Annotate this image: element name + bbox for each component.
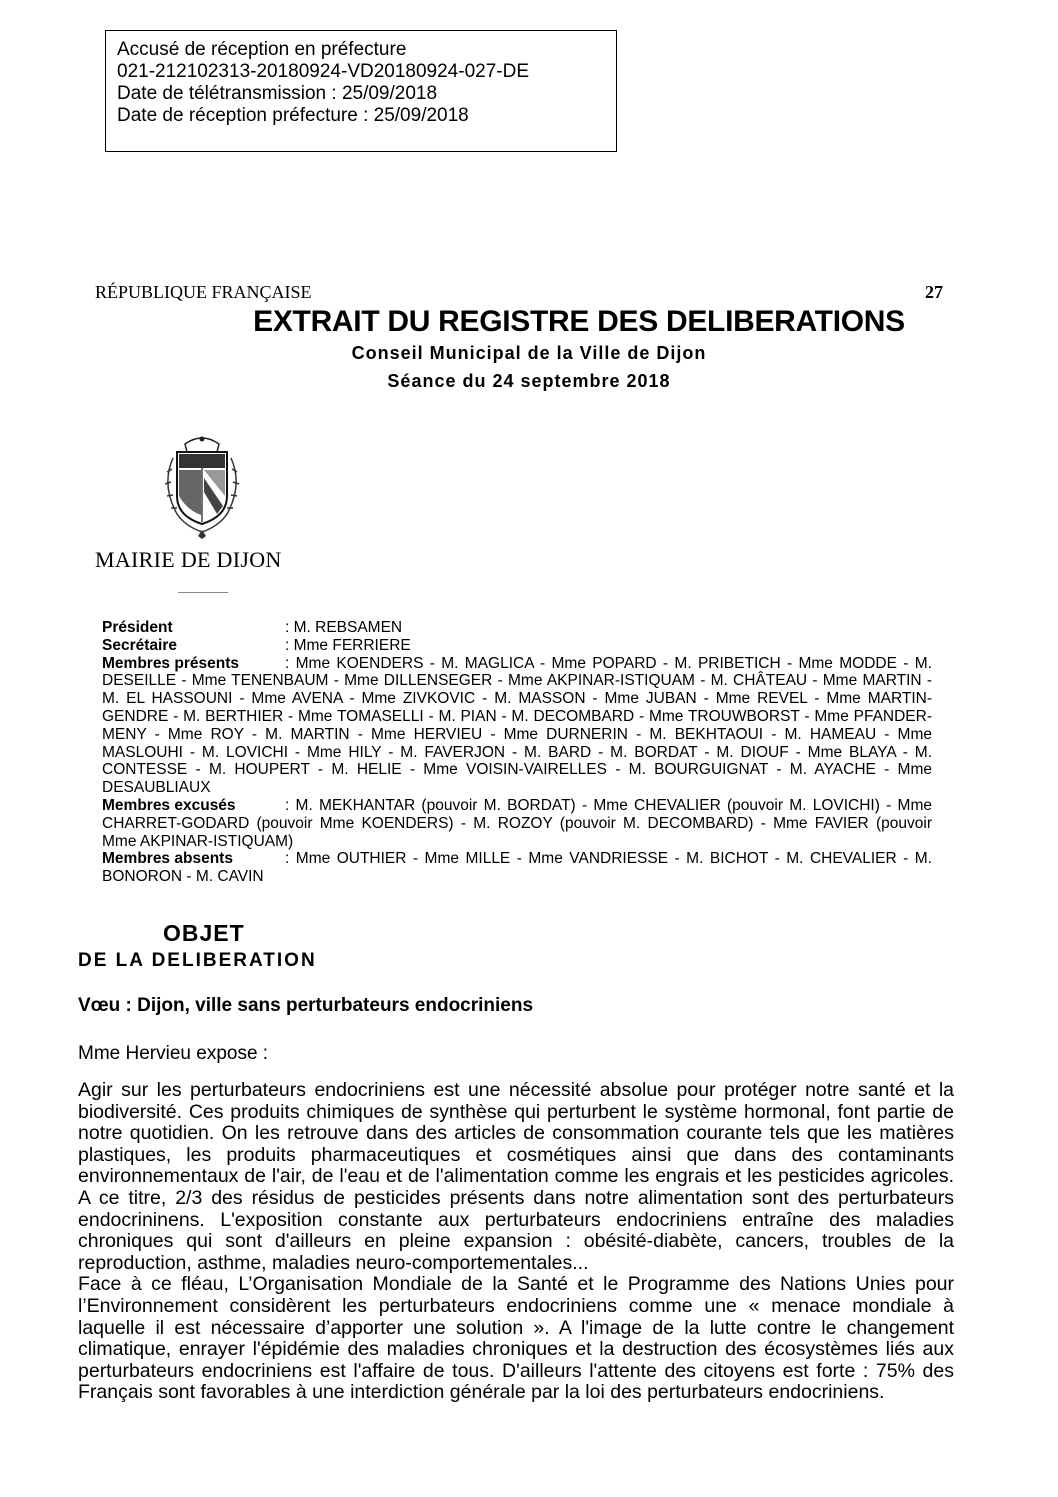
secretaire-row xyxy=(102,637,932,655)
voeu-title: Vœu : Dijon, ville sans perturbateurs endocriniens xyxy=(78,995,534,1016)
session-date: Séance du 24 septembre 2018 xyxy=(387,371,671,391)
president-label: Président xyxy=(102,619,173,636)
body-paragraph-1: Agir sur les perturbateurs endocriniens est une nécessité absolue pour protéger notre santé et la biodiversité. Ces produits chimiques de synthèse qui perturbent le système hormonal, font partie de notre quotidien. On les retrouve dans des articles de consommation courante tels que les matières plastiques, les produits pharmaceutiques et cosmétiques ainsi que dans des contaminants environnementaux de l'air, de l'eau et de l'alimentation comme les engrais et les pesticides agricoles. A ce titre, 2/3 des résidus de pesticides présents dans notre alimentation sont des perturbateurs endocrininens. L'exposition constante aux perturbateurs endocriniens entraîne des maladies chroniques qui sont d'ailleurs en pleine expansion : obésité-diabète, cancers, troubles de la reproduction, asthme, maladies neuro-comportementales... xyxy=(78,1079,954,1274)
deliberation-body xyxy=(78,1080,954,1404)
members-list xyxy=(102,619,932,886)
excuses-label: Membres excusés xyxy=(102,796,236,814)
mairie-de-dijon-label: MAIRIE DE DIJON xyxy=(95,547,282,572)
document-title: EXTRAIT DU REGISTRE DES DELIBERATIONS xyxy=(253,305,905,338)
body-paragraph-2: Face à ce fléau, L’Organisation Mondiale de la Santé et le Programme des Nations Unies pour l’Environnement considèrent les perturbateurs endocriniens comme une « menace mondiale à laquelle il est nécessaire d’apporter une solution ». A l'image de la lutte contre le changement climatique, enrayer l'épidémie des maladies chroniques et la destruction des écosystèmes liés aux perturbateurs endocriniens est l'affaire de tous. D'ailleurs l'attente des citoyens est forte : 75% des Français sont favorables à une interdiction générale par la loi des perturbateurs endocriniens. xyxy=(78,1273,954,1404)
receipt-line-3: Date de télétransmission : 25/09/2018 xyxy=(117,83,438,104)
republique-francaise-heading: RÉPUBLIQUE FRANÇAISE xyxy=(95,282,312,302)
page-number: 27 xyxy=(925,282,943,302)
mairie-divider xyxy=(178,592,228,593)
receipt-stamp-box xyxy=(105,30,617,152)
excuses-value: : M. MEKHANTAR (pouvoir M. BORDAT) - Mme CHEVALIER (pouvoir M. LOVICHI) - Mme CHARRET-GODARD (pouvoir Mme KOENDERS) - M. ROZOY (pouvoir M. DECOMBARD) - Mme FAVIER (pouvoir Mme AKPINAR-ISTIQUAM) xyxy=(102,796,932,850)
secretaire-label: Secrétaire xyxy=(102,636,177,654)
absents-label: Membres absents xyxy=(102,850,233,868)
absents-value: : Mme OUTHIER - Mme MILLE - Mme VANDRIESSE - M. BICHOT - M. CHEVALIER - M. BONORON - M. CAVIN xyxy=(102,850,932,886)
president-value: : M. REBSAMEN xyxy=(285,619,403,636)
presents-row xyxy=(102,655,932,797)
presents-value: : Mme KOENDERS - M. MAGLICA - Mme POPARD - M. PRIBETICH - Mme MODDE - M. DESEILLE - Mme TENENBAUM - Mme DILLENSEGER - Mme AKPINAR-ISTIQUAM - M. CHÂTEAU - Mme MARTIN - M. EL HASSOUNI - Mme AVENA - Mme ZIVKOVIC - M. MASSON - Mme JUBAN - Mme REVEL - Mme MARTIN-GENDRE - M. BERTHIER - Mme TOMASELLI - M. PIAN - M. DECOMBARD - Mme TROUWBORST - Mme PFANDER-MENY - Mme ROY - M. MARTIN - Mme HERVIEU - Mme DURNERIN - M. BEKHTAOUI - M. HAMEAU - Mme MASLOUHI - M. LOVICHI - Mme HILY - M. FAVERJON - M. BARD - M. BORDAT - M. DIOUF - Mme BLAYA - M. CONTESSE - M. HOUPERT - M. HELIE - Mme VOISIN-VAIRELLES - M. BOURGUIGNAT - M. AYACHE - Mme DESAUBLIAUX xyxy=(102,654,932,797)
presents-label: Membres présents xyxy=(102,654,239,672)
secretaire-value: : Mme FERRIERE xyxy=(285,636,411,654)
excuses-row xyxy=(102,797,932,850)
receipt-line-1: Accusé de réception en préfecture xyxy=(117,39,407,60)
receipt-line-2: 021-212102313-20180924-VD20180924-027-DE xyxy=(117,61,529,82)
expose-line: Mme Hervieu expose : xyxy=(78,1043,269,1064)
president-row xyxy=(102,619,932,637)
receipt-line-4: Date de réception préfecture : 25/09/2018 xyxy=(117,105,469,126)
council-name: Conseil Municipal de la Ville de Dijon xyxy=(351,343,707,363)
deliberation-subheading: DE LA DELIBERATION xyxy=(78,950,317,971)
objet-heading: OBJET xyxy=(163,920,245,946)
coat-of-arms-icon xyxy=(155,430,250,540)
absents-row xyxy=(102,850,932,886)
